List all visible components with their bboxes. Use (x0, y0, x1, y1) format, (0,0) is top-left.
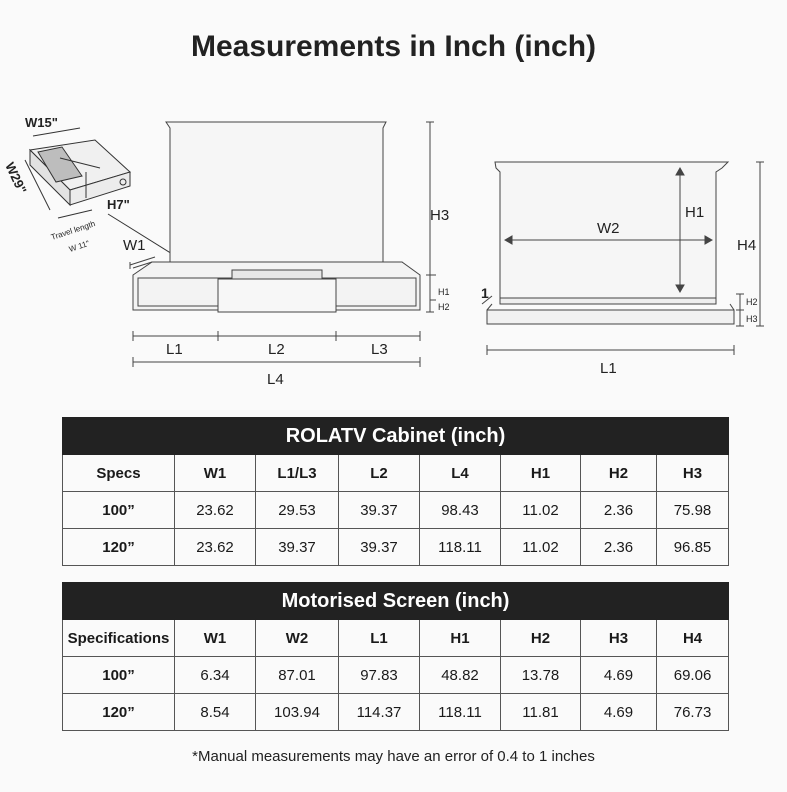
table-cell: 39.37 (339, 492, 420, 529)
header-cell: L1 (339, 620, 420, 657)
table-cell: 6.34 (175, 657, 256, 694)
table-cell: 48.82 (420, 657, 501, 694)
table-cell: 114.37 (339, 694, 420, 731)
table-cell: 11.81 (501, 694, 581, 731)
header-cell: L2 (339, 455, 420, 492)
label-w29: W29" (2, 159, 30, 197)
label-h1: H1 (438, 287, 450, 297)
label-travel-length: Travel length (49, 219, 97, 242)
header-cell: H3 (657, 455, 729, 492)
table-cell: 23.62 (175, 492, 256, 529)
header-cell: H2 (581, 455, 657, 492)
table-cell: 118.11 (420, 529, 501, 566)
header-cell: L1/L3 (256, 455, 339, 492)
table-cell: 39.37 (339, 529, 420, 566)
row-label: 120” (63, 694, 175, 731)
label-l3: L3 (371, 341, 388, 358)
header-cell: L4 (420, 455, 501, 492)
label-w15: W15" (25, 115, 58, 130)
header-cell: Specifications (63, 620, 175, 657)
label-screen-h3: H3 (746, 314, 758, 324)
table-cell: 69.06 (657, 657, 729, 694)
table-cell: 8.54 (175, 694, 256, 731)
header-cell: W1 (175, 455, 256, 492)
label-screen-l1: L1 (600, 360, 617, 377)
label-w2: W2 (597, 220, 620, 237)
table-cell: 76.73 (657, 694, 729, 731)
table-cell: 29.53 (256, 492, 339, 529)
table-row (63, 529, 729, 566)
cabinet-front-drawing (133, 122, 420, 312)
label-h7: H7" (107, 197, 130, 212)
header-cell: H1 (420, 620, 501, 657)
table-cell: 4.69 (581, 694, 657, 731)
label-screen-h2: H2 (746, 297, 758, 307)
label-h4: H4 (737, 237, 757, 254)
header-cell: H3 (581, 620, 657, 657)
table-header-row (63, 620, 729, 657)
table-cell: 98.43 (420, 492, 501, 529)
header-cell: H2 (501, 620, 581, 657)
label-l2: L2 (268, 341, 285, 358)
screen-table-caption: Motorised Screen (inch) (63, 583, 729, 620)
table-cell: 39.37 (256, 529, 339, 566)
row-label: 120” (63, 529, 175, 566)
screen-front-drawing (487, 162, 734, 324)
table-cell: 103.94 (256, 694, 339, 731)
header-cell: H4 (657, 620, 729, 657)
label-w11: W 11" (67, 238, 91, 254)
table-row (63, 657, 729, 694)
label-h2: H2 (438, 302, 450, 312)
table-cell: 87.01 (256, 657, 339, 694)
header-cell: W2 (256, 620, 339, 657)
cabinet-table-caption: ROLATV Cabinet (inch) (63, 418, 729, 455)
footnote: *Manual measurements may have an error of 0.4 to 1 inches (192, 748, 595, 765)
label-l1: L1 (166, 341, 183, 358)
table-cell: 13.78 (501, 657, 581, 694)
table-cell: 23.62 (175, 529, 256, 566)
table-cell: 118.11 (420, 694, 501, 731)
label-one: 1 (481, 285, 489, 301)
row-label: 100” (63, 657, 175, 694)
cabinet-spec-table (62, 417, 729, 566)
table-cell: 75.98 (657, 492, 729, 529)
table-cell: 11.02 (501, 492, 581, 529)
header-cell: Specs (63, 455, 175, 492)
label-screen-h1: H1 (685, 204, 705, 221)
table-cell: 4.69 (581, 657, 657, 694)
header-cell: H1 (501, 455, 581, 492)
page-title: Measurements in Inch (inch) (190, 30, 597, 63)
label-l4: L4 (267, 371, 284, 388)
label-h3: H3 (430, 207, 450, 224)
screen-spec-table (62, 582, 729, 731)
row-label: 100” (63, 492, 175, 529)
table-cell: 2.36 (581, 529, 657, 566)
table-row (63, 492, 729, 529)
header-cell: W1 (175, 620, 256, 657)
table-row (63, 694, 729, 731)
table-cell: 11.02 (501, 529, 581, 566)
label-w1: W1 (123, 237, 146, 254)
table-cell: 2.36 (581, 492, 657, 529)
table-cell: 97.83 (339, 657, 420, 694)
table-header-row (63, 455, 729, 492)
table-cell: 96.85 (657, 529, 729, 566)
